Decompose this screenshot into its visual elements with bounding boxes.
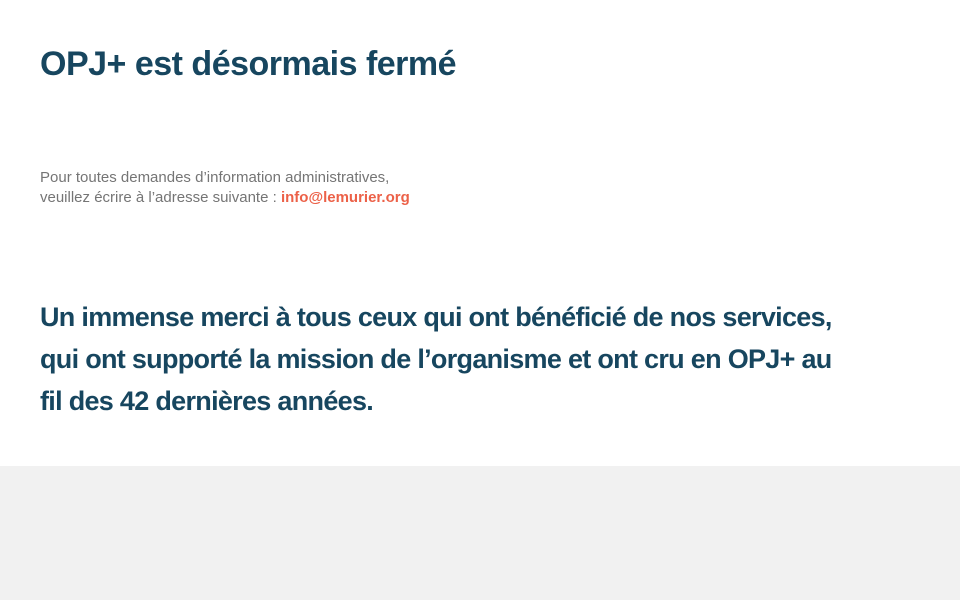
thank-you-line-2: qui ont supporté la mission de l’organisme et ont cru en OPJ+ au <box>40 344 832 374</box>
admin-info-paragraph <box>40 168 410 208</box>
admin-info-line-2 <box>40 188 410 208</box>
admin-info-line-2-text: veuillez écrire à l’adresse suivante : <box>40 189 281 206</box>
thank-you-message <box>40 296 832 422</box>
thank-you-line-3: fil des 42 dernières années. <box>40 386 374 416</box>
contact-email-link[interactable]: info@lemurier.org <box>280 189 410 206</box>
thank-you-line-1: Un immense merci à tous ceux qui ont bénéficié de nos services, <box>40 302 832 332</box>
page-title: OPJ+ est désormais fermé <box>40 45 457 83</box>
footer-band <box>0 466 960 600</box>
admin-info-line-1: Pour toutes demandes d’information administratives, <box>40 169 390 186</box>
